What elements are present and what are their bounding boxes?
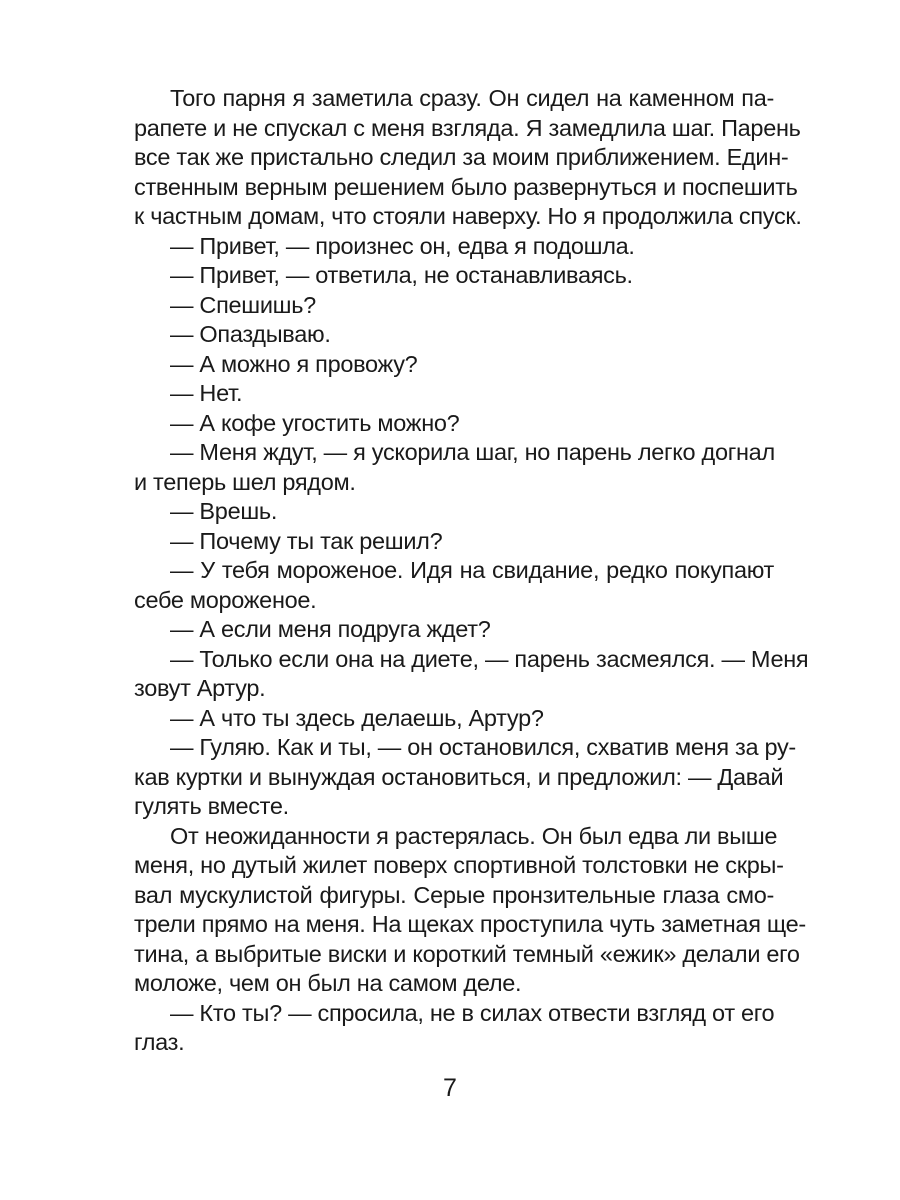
- text-line: моложе, чем он был на самом деле.: [134, 970, 522, 996]
- text-line: — Кто ты? — спросила, не в силах отвести взгляд от его: [170, 999, 775, 1026]
- text-line: трели прямо на меня. На щеках проступила чуть заметная ще-: [134, 911, 806, 937]
- text-line: — А можно я провожу?: [170, 350, 418, 377]
- text-line: себе мороженое.: [134, 586, 317, 613]
- text-line: — А что ты здесь делаешь, Артур?: [170, 704, 544, 731]
- text-line: — Опаздываю.: [170, 321, 331, 347]
- text-line: кав куртки и вынуждая остановиться, и предложил: — Давай: [134, 763, 784, 790]
- text-line: — Гуляю. Как и ты, — он остановился, схватив меня за ру-: [170, 734, 796, 760]
- text-line: меня, но дутый жилет поверх спортивной толстовки не скры-: [134, 852, 784, 878]
- text-line: ственным верным решением было развернуться и поспешить: [134, 173, 798, 200]
- text-line: — У тебя мороженое. Идя на свидание, редко покупают: [170, 557, 774, 583]
- body-text: [134, 84, 809, 1058]
- text-line: тина, а выбритые виски и короткий темный «ежик» делали его: [134, 940, 800, 967]
- text-line: вал мускулистой фигуры. Серые пронзительные глаза смо-: [134, 881, 774, 908]
- page-number: 7: [443, 1074, 457, 1102]
- text-line: — Спешишь?: [170, 291, 316, 318]
- text-line: От неожиданности я растерялась. Он был едва ли выше: [170, 822, 778, 849]
- text-line: Того парня я заметила сразу. Он сидел на каменном па-: [170, 85, 774, 111]
- text-line: к частным домам, что стояли наверху. Но я продолжила спуск.: [134, 203, 802, 229]
- text-line: — Привет, — произнес он, едва я подошла.: [170, 232, 635, 259]
- text-line: рапете и не спускал с меня взгляда. Я замедлила шаг. Парень: [134, 114, 801, 141]
- text-line: — А если меня подруга ждет?: [170, 616, 491, 642]
- text-line: глаз.: [134, 1029, 185, 1055]
- text-line: и теперь шел рядом.: [134, 468, 356, 495]
- text-line: гулять вместе.: [134, 793, 289, 819]
- text-line: — А кофе угостить можно?: [170, 409, 460, 436]
- text-line: зовут Артур.: [134, 675, 266, 701]
- text-line: — Почему ты так решил?: [170, 527, 443, 554]
- text-line: все так же пристально следил за моим приближением. Един-: [134, 144, 789, 170]
- text-line: — Врешь.: [170, 498, 278, 524]
- text-line: — Нет.: [170, 380, 243, 406]
- text-line: — Меня ждут, — я ускорила шаг, но парень легко догнал: [170, 439, 775, 465]
- text-line: — Только если она на диете, — парень засмеялся. — Меня: [170, 645, 809, 672]
- text-line: — Привет, — ответила, не останавливаясь.: [170, 262, 633, 288]
